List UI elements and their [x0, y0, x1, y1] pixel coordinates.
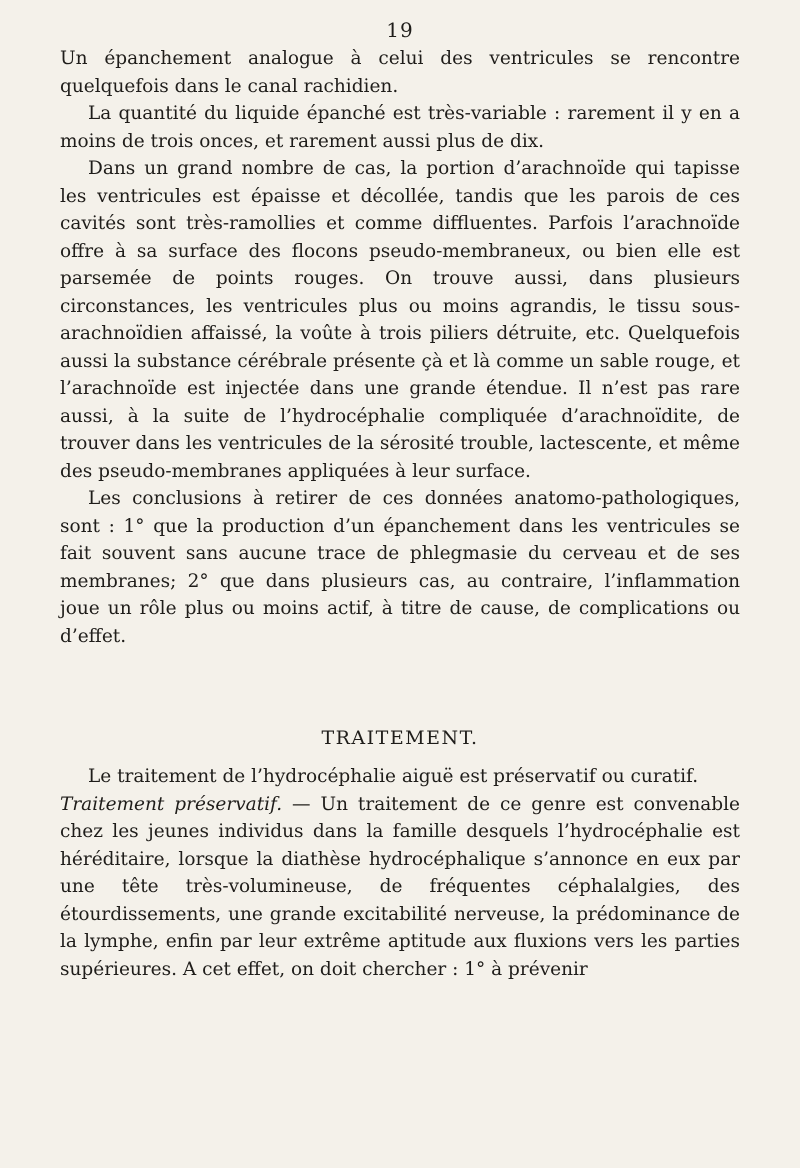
body-text-before	[60, 45, 740, 650]
paragraph-traitement-intro: Le traitement de l’hydrocéphalie aiguë est préservatif ou curatif.	[88, 766, 699, 787]
italic-label-traitement-preservatif: Traitement préservatif.	[60, 793, 283, 815]
paragraph-conclusions: Les conclusions à retirer de ces données anatomo-pathologiques, sont : 1° que la production d’un épanchement dans les ventricules se fait souvent sans aucune trace de phlegmasie du cerveau et de ses membranes; 2° que dans plusieurs cas, au contraire, l’inflammation joue un rôle plus ou moins actif, à titre de cause, de complications ou d’effet.	[60, 488, 740, 647]
paragraph-arachnoide: Dans un grand nombre de cas, la portion d’arachnoïde qui tapisse les ventricules est épaisse et décollée, tandis que les parois de ces cavités sont très-ramollies et comme diffluentes. Parfois l’arachnoïde offre à sa surface des flocons pseudo-membraneux, ou bien elle est parsemée de points rouges. On trouve aussi, dans plusieurs circonstances, les ventricules plus ou moins agrandis, le tissu sous-arachnoïdien affaissé, la voûte à trois piliers détruite, etc. Quelquefois aussi la substance cérébrale présente çà et là comme un sable rouge, et l’arachnoïde est injectée dans une grande étendue. Il n’est pas rare aussi, à la suite de l’hydrocéphalie compliquée d’arachnoïdite, de trouver dans les ventricules de la sérosité trouble, lactescente, et même des pseudo-membranes appliquées à leur surface.	[60, 158, 740, 482]
page-number: 19	[386, 18, 414, 42]
paragraph-traitement-preservatif	[60, 791, 740, 984]
paragraph-epanchement-rachidien: Un épanchement analogue à celui des ventricules se rencontre quelquefois dans le canal rachidien.	[60, 48, 740, 97]
traitement-preservatif-text: — Un traitement de ce genre est convenable chez les jeunes individus dans la famille desquels l’hydrocéphalie est héréditaire, lorsque la diathèse hydrocéphalique s’annonce en eux par une tête très-volumineuse, de fréquentes céphalalgies, des étourdissements, une grande excitabilité nerveuse, la prédominance de la lymphe, enfin par leur extrême aptitude aux fluxions vers les parties supérieures. A cet effet, on doit chercher : 1° à prévenir	[60, 793, 740, 980]
section-heading-traitement: TRAITEMENT.	[321, 727, 479, 749]
paragraph-quantite-liquide: La quantité du liquide épanché est très-variable : rarement il y en a moins de trois onces, et rarement aussi plus de dix.	[60, 103, 740, 152]
body-text-after	[60, 763, 740, 983]
